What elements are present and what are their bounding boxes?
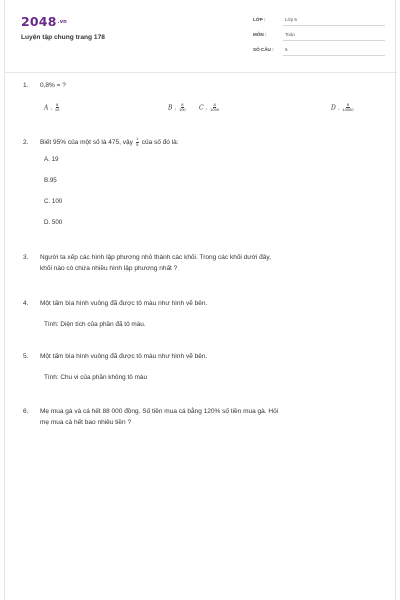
option-fraction: $\frac{8}{10}$ — [54, 102, 60, 113]
option-letter: D . — [331, 104, 340, 112]
meta-count-value: 6 — [283, 47, 385, 56]
worksheet-title: Luyện tập chung trang 178 — [21, 34, 105, 41]
question-line-2: mẹ mua cá hết bao nhiêu tiền ? — [40, 419, 132, 426]
meta-class — [253, 16, 383, 28]
question-text: Một tấm bìa hình vuông đã được tô màu như hình vẽ bên. — [40, 353, 208, 360]
meta-subject — [253, 31, 383, 43]
question-line-2: khối nào có chứa nhiều hình lập phương nhất ? — [40, 265, 178, 272]
option-letter: B . — [168, 104, 177, 112]
question-text: Một tấm bìa hình vuông đã được tô màu như hình vẽ bên. — [40, 300, 208, 307]
site-logo[interactable] — [21, 14, 67, 29]
option-letter: C . — [199, 104, 208, 112]
q1-option-b[interactable] — [168, 103, 187, 113]
question-number: 2. — [23, 139, 29, 146]
question-number: 1. — [23, 82, 29, 89]
meta-count-label: SỐ CÂU : — [253, 47, 274, 52]
q2-option-b[interactable]: B.95 — [44, 177, 57, 184]
worksheet-header — [5, 0, 397, 73]
question-number: 5. — [23, 353, 29, 360]
inline-fraction: $\frac{1}{5}$ — [136, 136, 139, 147]
meta-class-label: LỚP : — [253, 17, 266, 22]
q1-option-d[interactable] — [331, 103, 354, 113]
question-text — [40, 252, 380, 274]
q2-option-a[interactable]: A. 19 — [44, 156, 59, 163]
worksheet — [4, 0, 396, 600]
question-number: 6. — [23, 408, 29, 415]
q1-option-c[interactable] — [199, 103, 220, 113]
meta-class-value: Lớp 5 — [283, 17, 385, 26]
question-4-subtask: Tính: Diện tích của phần đã tô màu. — [44, 321, 146, 328]
question-text: Biết 95% của một số là 475, vậy $\frac{1}{5}$ của số đó là: — [40, 136, 179, 147]
question-number: 3. — [23, 254, 29, 261]
question-text — [40, 406, 380, 428]
question-line-1: Người ta xếp các hình lập phương nhỏ thành các khối. Trong các khối dưới đây, — [40, 254, 271, 261]
question-text: 0,8% = ? — [40, 82, 66, 89]
option-fraction: $\frac{8}{10000}$ — [342, 102, 354, 113]
q1-option-a[interactable] — [44, 103, 60, 113]
option-fraction: $\frac{8}{1000}$ — [210, 102, 220, 113]
question-5-subtask: Tính: Chu vi của phần không tô màu — [44, 374, 148, 381]
option-fraction: $\frac{8}{100}$ — [178, 102, 186, 113]
logo-main: 2048 — [21, 14, 57, 29]
question-line-1: Mẹ mua gà và cá hết 88 000 đồng. Số tiền mua cá bằng 120% số tiền mua gà. Hỏi — [40, 408, 279, 415]
logo-suffix: .vn — [57, 19, 67, 25]
q2-option-d[interactable]: D. 500 — [44, 219, 63, 226]
meta-subject-label: MÔN : — [253, 32, 267, 37]
option-letter: A . — [44, 104, 53, 112]
meta-subject-value: Toán — [283, 32, 385, 41]
q2-option-c[interactable]: C. 100 — [44, 198, 63, 205]
meta-count — [253, 46, 383, 58]
question-number: 4. — [23, 300, 29, 307]
